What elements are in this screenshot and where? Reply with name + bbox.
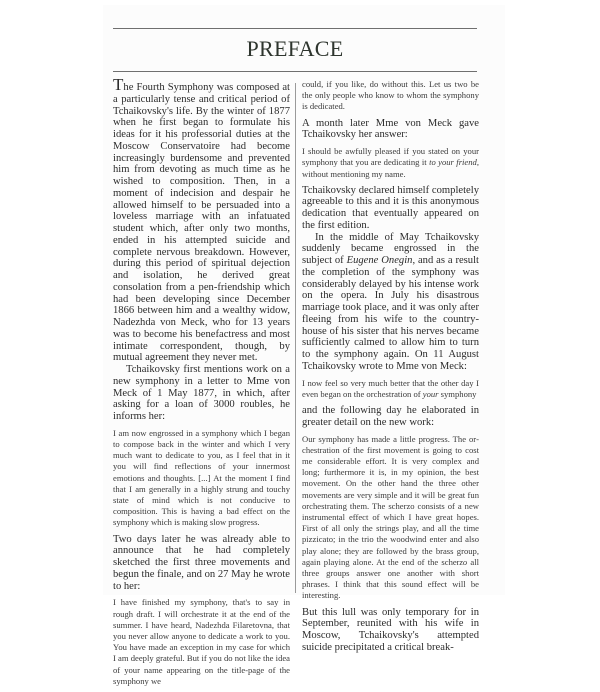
paragraph-month-later: A month later Mme von Meck gave Tchaikovsky her answer: [302,117,479,141]
paragraph-lull-temporary: But this lull was only temporary for in September, reunited with his wife in Moscow, Tchaikovsky's attempted suicide precipitated a critical break- [302,606,479,653]
quote-emphasis: your [422,388,439,399]
opera-title: Eugene Onegin [346,255,413,267]
paragraph-first-mention: Tchaikovsky first mentions work on a new symphony in a letter to Mme von Meck of 1 May 1877, in which, after asking for a loan of 3000 roubles, he informs her: [113,364,290,422]
letter-quote-1-may: I am now engrossed in a symphony which I began to compose back in the winter and which I very much want to dedicate to you, as I feel that in it you will find reflections of your innermost emotions and thoughts. [...] At the moment I find that I am generally in a highly strung and touchy state of mind which is not conducive to composition. This is having a bad effect on the symphony which is making slow progress. [113,427,290,528]
paragraph-two-days-later: Two days later he was already able to announce that he had completely sketched the first three movements and begun the finale, and on 27 May he wrote to her: [113,533,290,592]
letter-quote-von-meck-answer [302,146,479,180]
letter-quote-27-may-continued: could, if you like, do without this. Let us two be the only people who know to whom the symphony is dedicated. [302,79,479,112]
paragraph-text: , and as a result the completion of the symphony was considerably delayed by his intense work on the opera. In July his disastrous marriage took place, and it was only after fleeing from his wife to the country-house of his sister that his nerves became sufficiently calmed to allow him to turn to the symphony again. On 11 August Tchaikovsky wrote to Mme von Meck: [302,255,479,372]
title-bottom-rule [113,71,477,72]
paragraph-intro [113,75,290,364]
paragraph-text: In the middle of May Tchaikovsky suddenly became engrossed in the subject of [302,231,479,267]
left-column [113,75,290,692]
quote-text: all three groups answer one another with short phrases. I think that this sound effect will be interesting. [302,556,479,601]
paragraph-eugene-onegin [302,232,479,373]
paragraph-following-day: and the following day he elaborated in greater detail on the new work: [302,405,479,428]
letter-quote-new-work [302,434,479,602]
quote-text: I now feel so very much better that the other day I even began on the orchestration of [302,377,479,399]
quote-emphasis: to your friend [429,157,477,168]
drop-cap: T [113,75,124,94]
title-top-rule [113,28,477,29]
letter-quote-11-august [302,378,479,400]
column-divider [295,83,296,593]
page-title: PREFACE [246,36,344,61]
paragraph-intro-text: he Fourth Symphony was composed at a particularly tense and critical period of Tchaikovsky's life. By the winter of 1877 when he first began to formulate his ideas for it his professorial duties at the Moscow Conservatoire had become increasingly burdensome and prevented him from devoting as much time as he wished to composition. Then, in a moment of indecision and despair he allowed himself to be persuaded into a loveless marriage with an infatuated student which, after only two months, ended in his attempted suicide and complete nervous breakdown. However, during this period of spiritual dejection and isolation, he derived great consolation from a pen-friendship which had been developing since December 1866 between him and a wealthy widow, Nadezhda von Meck, who for 13 years was to become his benefactress and most intimate correspondent, though, by mutual agreement they never met. [113,82,290,364]
quote-text: Our symphony has made a little progress. The orchestration of the first movement is going to cost me considerable effort. It is very complex and long; furthermore it is, in my opinion, the best movement. On the other hand the three other movements are very simple and it will be great fun orchestrating them. The scherzo consists of a new instrumental effect of which I have great hopes. First of all only the strings play, and all the time pizzicato; in the trio the woodwind enter and also play alone; they are followed by the brass group, again playing alone. At the end of the scher [302,433,479,567]
quote-text: I should be awfully pleased if you stated on your symphony that you are dedicating it [302,146,479,168]
right-column [302,79,479,654]
letter-quote-27-may: I have finished my symphony, that's to say in rough draft. I will orchestrate it at the end of the summer. I have heard, Nadezhda Filaretovna, that you never allow anyone to dedicate a work to you. You have made an exception in my case for which I am deeply grateful. But if you do not like the idea of your name appearing on the title-page of the symphony we [113,597,290,686]
quote-text: , without mentioning my name. [302,157,479,179]
paragraph-declared-agreeable: Tchaikovsky declared himself completely agreeable to this and it is this anonymous dedication that eventually appeared on the first edition. [302,184,479,231]
quote-emphasis: zo [459,556,468,567]
quote-text: symphony [438,388,477,399]
